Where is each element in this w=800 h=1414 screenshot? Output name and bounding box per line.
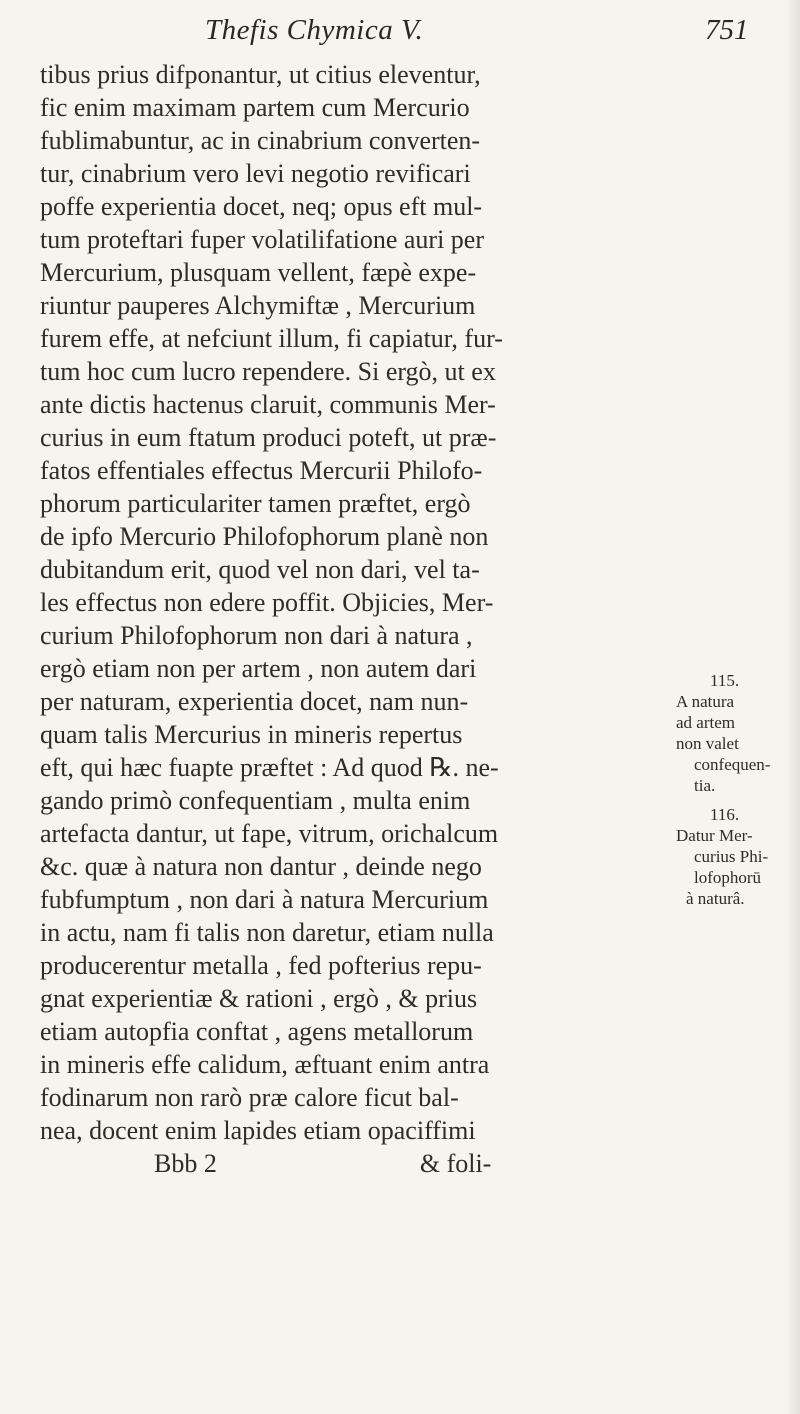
margin-note-line: confequen- bbox=[694, 755, 771, 774]
text-line: fubfumptum , non dari à natura Mercurium bbox=[40, 885, 489, 914]
text-line: etiam autopfia conftat , agens metallorum bbox=[40, 1017, 474, 1046]
signature-mark: Bbb 2 bbox=[154, 1149, 217, 1178]
text-line: producerentur metalla , fed pofterius repu- bbox=[40, 951, 482, 980]
text-line: ante dictis hactenus claruit, communis Mer- bbox=[40, 390, 496, 419]
margin-note-number: 115. bbox=[710, 671, 740, 690]
text-line: per naturam, experientia docet, nam nun- bbox=[40, 687, 469, 716]
text-line: gando primò confequentiam , multa enim bbox=[40, 786, 471, 815]
text-line: fic enim maximam partem cum Mercurio bbox=[40, 93, 470, 122]
text-line: eft, qui hæc fuapte præftet : Ad quod ℞. ne- bbox=[40, 753, 499, 782]
text-line: curius in eum ftatum produci poteft, ut præ- bbox=[40, 423, 497, 452]
margin-note-line: à naturâ. bbox=[686, 889, 745, 908]
text-line: tur, cinabrium vero levi negotio revificari bbox=[40, 159, 471, 188]
text-line: curium Philofophorum non dari à natura , bbox=[40, 621, 473, 650]
text-line: fodinarum non rarò præ calore ficut bal- bbox=[40, 1083, 459, 1112]
text-line: poffe experientia docet, neq; opus eft mul- bbox=[40, 192, 483, 221]
text-line: tibus prius difponantur, ut citius eleventur, bbox=[40, 60, 481, 89]
margin-note-115 bbox=[676, 670, 800, 796]
margin-notes bbox=[676, 670, 800, 909]
body-text bbox=[40, 58, 740, 1180]
text-line: tum hoc cum lucro rependere. Si ergò, ut ex bbox=[40, 357, 496, 386]
text-line: de ipfo Mercurio Philofophorum planè non bbox=[40, 522, 489, 551]
margin-note-line: non valet bbox=[676, 734, 739, 753]
text-line: &c. quæ à natura non dantur , deinde nego bbox=[40, 852, 482, 881]
text-line: riuntur pauperes Alchymiftæ , Mercurium bbox=[40, 291, 476, 320]
running-head: Thefis Chymica V. bbox=[205, 14, 424, 46]
text-line: tum proteftari fuper volatilifatione auri per bbox=[40, 225, 484, 254]
margin-note-line: lofophorū bbox=[694, 868, 762, 887]
text-line: Mercurium, plusquam vellent, fæpè expe- bbox=[40, 258, 477, 287]
text-line: nea, docent enim lapides etiam opaciffimi bbox=[40, 1116, 476, 1145]
text-line: ergò etiam non per artem , non autem dari bbox=[40, 654, 477, 683]
text-line: fatos effentiales effectus Mercurii Philofo- bbox=[40, 456, 483, 485]
text-line: furem effe, at nefciunt illum, fi capiatur, fur- bbox=[40, 324, 503, 353]
margin-note-number: 116. bbox=[710, 805, 740, 824]
margin-note-line: Datur Mer- bbox=[676, 826, 753, 845]
text-line: phorum particulariter tamen præftet, ergò bbox=[40, 489, 471, 518]
margin-note-line: A natura bbox=[676, 692, 735, 711]
text-line: dubitandum erit, quod vel non dari, vel ta- bbox=[40, 555, 480, 584]
catchword: & foli- bbox=[419, 1149, 492, 1178]
margin-note-line: tia. bbox=[694, 776, 716, 795]
text-line: in actu, nam fi talis non daretur, etiam nulla bbox=[40, 918, 494, 947]
text-line: quam talis Mercurius in mineris repertus bbox=[40, 720, 463, 749]
page-number: 751 bbox=[705, 14, 749, 46]
text-line: fublimabuntur, ac in cinabrium converten- bbox=[40, 126, 481, 155]
page-header bbox=[0, 14, 800, 54]
margin-note-line: curius Phi- bbox=[694, 847, 769, 866]
text-line: artefacta dantur, ut fape, vitrum, orichalcum bbox=[40, 819, 499, 848]
margin-note-116 bbox=[676, 804, 800, 909]
catchline bbox=[40, 1147, 740, 1180]
text-line: les effectus non edere poffit. Objicies, Mer- bbox=[40, 588, 494, 617]
margin-note-line: ad artem bbox=[676, 713, 735, 732]
text-line: in mineris effe calidum, æftuant enim antra bbox=[40, 1050, 490, 1079]
text-line: gnat experientiæ & rationi , ergò , & prius bbox=[40, 984, 478, 1013]
